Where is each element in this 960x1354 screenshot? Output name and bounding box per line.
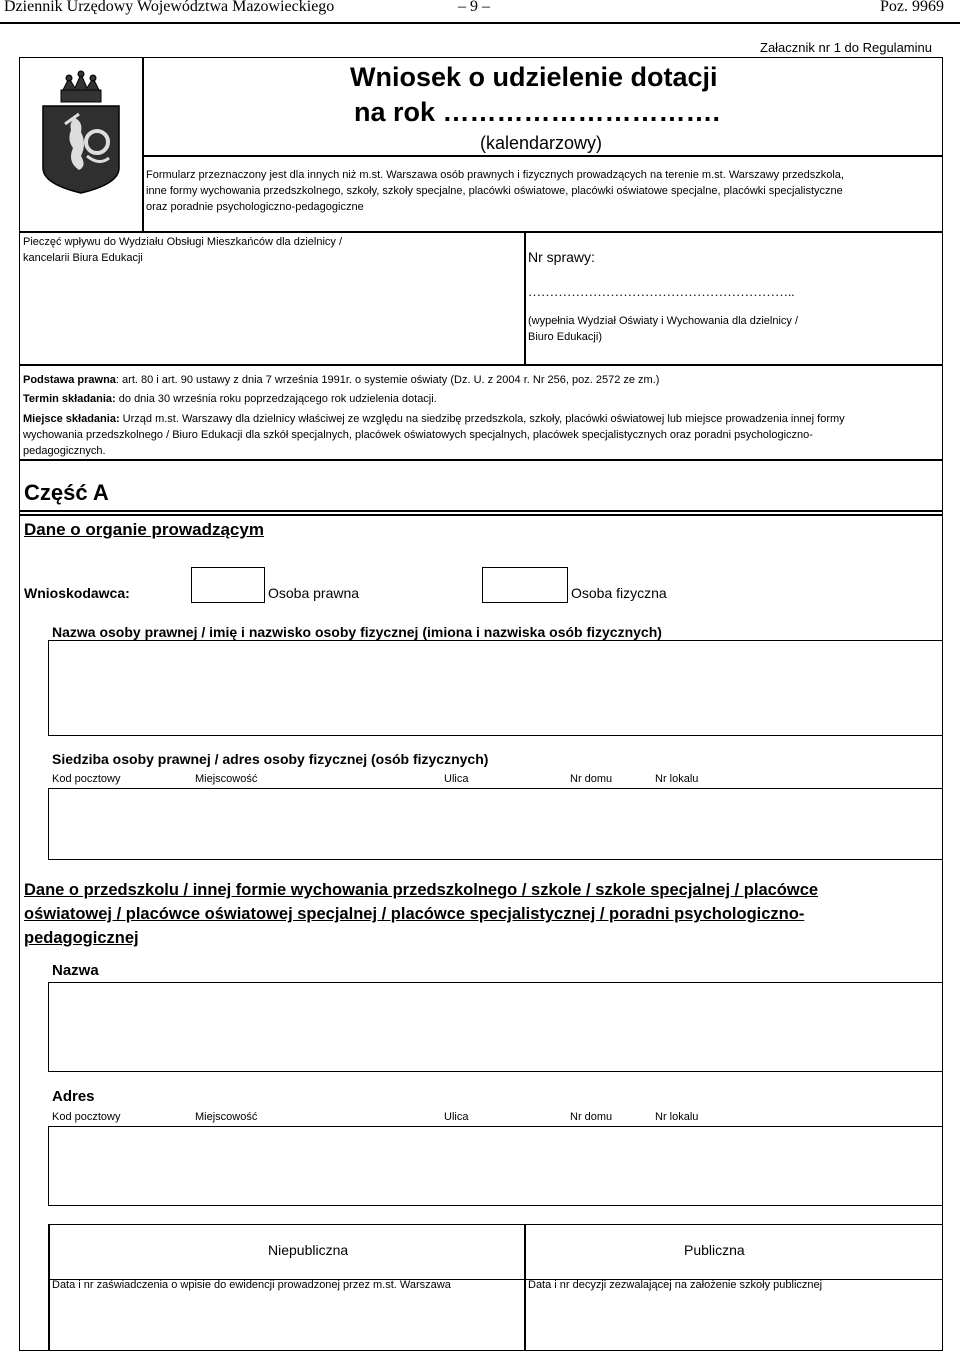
submission-place-line3: pedagogicznych. <box>23 445 106 457</box>
institution-addr-street-label: Ulica <box>444 1111 469 1123</box>
submission-place-line2: wychowania przedszkolnego / Biuro Edukacji dla szkół specjalnych, placówek oświatowych specjalnych, placówek specjalistycznych oraz poradni psychologiczno- <box>23 429 813 441</box>
nonpublic-certificate-label: Data i nr zaświadczenia o wpisie do ewidencji prowadzonej przez m.st. Warszawa <box>52 1279 451 1291</box>
public-option[interactable]: Publiczna <box>684 1242 745 1258</box>
institution-address-label: Adres <box>52 1088 95 1105</box>
operator-name-field[interactable] <box>48 640 943 736</box>
legal-basis <box>23 374 659 386</box>
logo-divider <box>142 57 144 232</box>
intro-bottom-rule <box>19 231 943 233</box>
institution-address-field[interactable] <box>48 1126 943 1206</box>
section1-title: Dane o organie prowadzącym <box>24 520 264 539</box>
submission-place <box>23 413 845 425</box>
operator-addr-street-label: Ulica <box>444 773 469 785</box>
submission-deadline-label: Termin składania: <box>23 393 116 405</box>
operator-addr-city-label: Miejscowość <box>195 773 258 785</box>
stamp-label-line2: kancelarii Biura Edukacji <box>23 252 143 264</box>
part-a-rule-1 <box>19 510 943 512</box>
operator-addr-postal-code-label: Kod pocztowy <box>52 773 121 785</box>
status-left-border <box>48 1224 50 1350</box>
submission-place-text1: Urząd m.st. Warszawy dla dzielnicy właściwej ze względu na siedzibę przedszkola, szkoły, placówki oświatowej lub miejsce prowadzenia innej formy <box>119 413 845 425</box>
operator-addr-house-no-label: Nr domu <box>570 773 613 785</box>
submission-deadline-text: do dnia 30 września roku poprzedzającego rok udzielenia dotacji. <box>115 393 437 405</box>
operator-addr-unit-no-label: Nr lokalu <box>655 773 699 785</box>
form-title-line3: (kalendarzowy) <box>480 133 603 153</box>
submission-deadline <box>23 393 437 405</box>
warsaw-coat-of-arms-icon <box>35 70 127 195</box>
title-divider <box>142 155 943 157</box>
institution-addr-postal-code-label: Kod pocztowy <box>52 1111 121 1123</box>
institution-addr-house-no-label: Nr domu <box>570 1111 613 1123</box>
operator-address-field[interactable] <box>48 788 943 860</box>
intro-line3: oraz poradnie psychologiczno-pedagogiczne <box>146 201 364 213</box>
part-a-heading: Część A <box>24 480 109 505</box>
stamp-bottom-rule <box>19 364 943 366</box>
section2-title-line2: oświatowej / placówce oświatowej specjalnej / placówce specjalistycznej / poradni psychologiczno- <box>24 905 805 923</box>
legal-basis-label: Podstawa prawna <box>23 374 116 386</box>
section2-title-line1: Dane o przedszkolu / innej formie wychowania przedszkolnego / szkole / szkole specjalnej / placówce <box>24 881 819 899</box>
public-decision-label: Data i nr decyzji zezwalającej na założenie szkoły publicznej <box>528 1279 823 1291</box>
legal-person-checkbox[interactable] <box>191 567 265 603</box>
case-number-label: Nr sprawy: <box>528 249 595 265</box>
legal-basis-text: : art. 80 i art. 90 ustawy z dnia 7 września 1991r. o systemie oświaty (Dz. U. z 2004 r. Nr 256, poz. 2572 ze zm.) <box>115 374 660 386</box>
natural-person-checkbox[interactable] <box>482 567 568 603</box>
status-table <box>48 1224 943 1280</box>
applicant-label: Wnioskodawca: <box>24 585 130 601</box>
legal-person-option-label: Osoba prawna <box>268 585 360 601</box>
institution-addr-city-label: Miejscowość <box>195 1111 258 1123</box>
operator-name-label: Nazwa osoby prawnej / imię i nazwisko osoby fizycznej (imiona i nazwiska osób fizycznych) <box>52 624 662 640</box>
institution-addr-unit-no-label: Nr lokalu <box>655 1111 699 1123</box>
case-number-note-line1: (wypełnia Wydział Oświaty i Wychowania dla dzielnicy / <box>528 315 799 327</box>
stamp-label-line1: Pieczęć wpływu do Wydziału Obsługi Mieszkańców dla dzielnicy / <box>23 236 343 248</box>
annex-label: Załacznik nr 1 do Regulaminu <box>760 40 932 55</box>
operator-seat-label: Siedziba osoby prawnej / adres osoby fizycznej (osób fizycznych) <box>52 751 489 767</box>
running-header-position: Poz. 9969 <box>880 0 944 15</box>
case-number-note-line2: Biuro Edukacji) <box>528 331 602 343</box>
legal-bottom-rule <box>19 459 943 461</box>
intro-line2: inne formy wychowania przedszkolnego, szkoły, szkoły specjalne, placówki oświatowe, placówki oświatowe specjalne, placówki specjalistyczne <box>146 185 843 197</box>
running-header-page: – 9 – <box>458 0 490 15</box>
natural-person-option-label: Osoba fizyczna <box>571 585 667 601</box>
institution-name-label: Nazwa <box>52 962 99 979</box>
intro-line1: Formularz przeznaczony jest dla innych niż m.st. Warszawa osób prawnych i fizycznych prowadzących na terenie m.st. Warszawy przedszkola, <box>146 169 844 181</box>
institution-name-field[interactable] <box>48 982 943 1072</box>
header-rule <box>0 22 960 24</box>
nonpublic-option[interactable]: Niepubliczna <box>268 1242 349 1258</box>
running-header-publication: Dziennik Urzędowy Województwa Mazowieckiego <box>4 0 335 15</box>
section2-title-line3: pedagogicznej <box>24 929 139 947</box>
part-a-rule-2 <box>19 514 943 516</box>
form-title-line1: Wniosek o udzielenie dotacji <box>350 62 718 92</box>
case-number-dots[interactable]: …………………………………………………….. <box>528 284 795 299</box>
status-divider <box>524 1224 526 1350</box>
stamp-divider <box>524 231 526 365</box>
form-title-line2: na rok …………………………. <box>354 97 721 127</box>
submission-place-label: Miejsce składania: <box>23 413 120 425</box>
